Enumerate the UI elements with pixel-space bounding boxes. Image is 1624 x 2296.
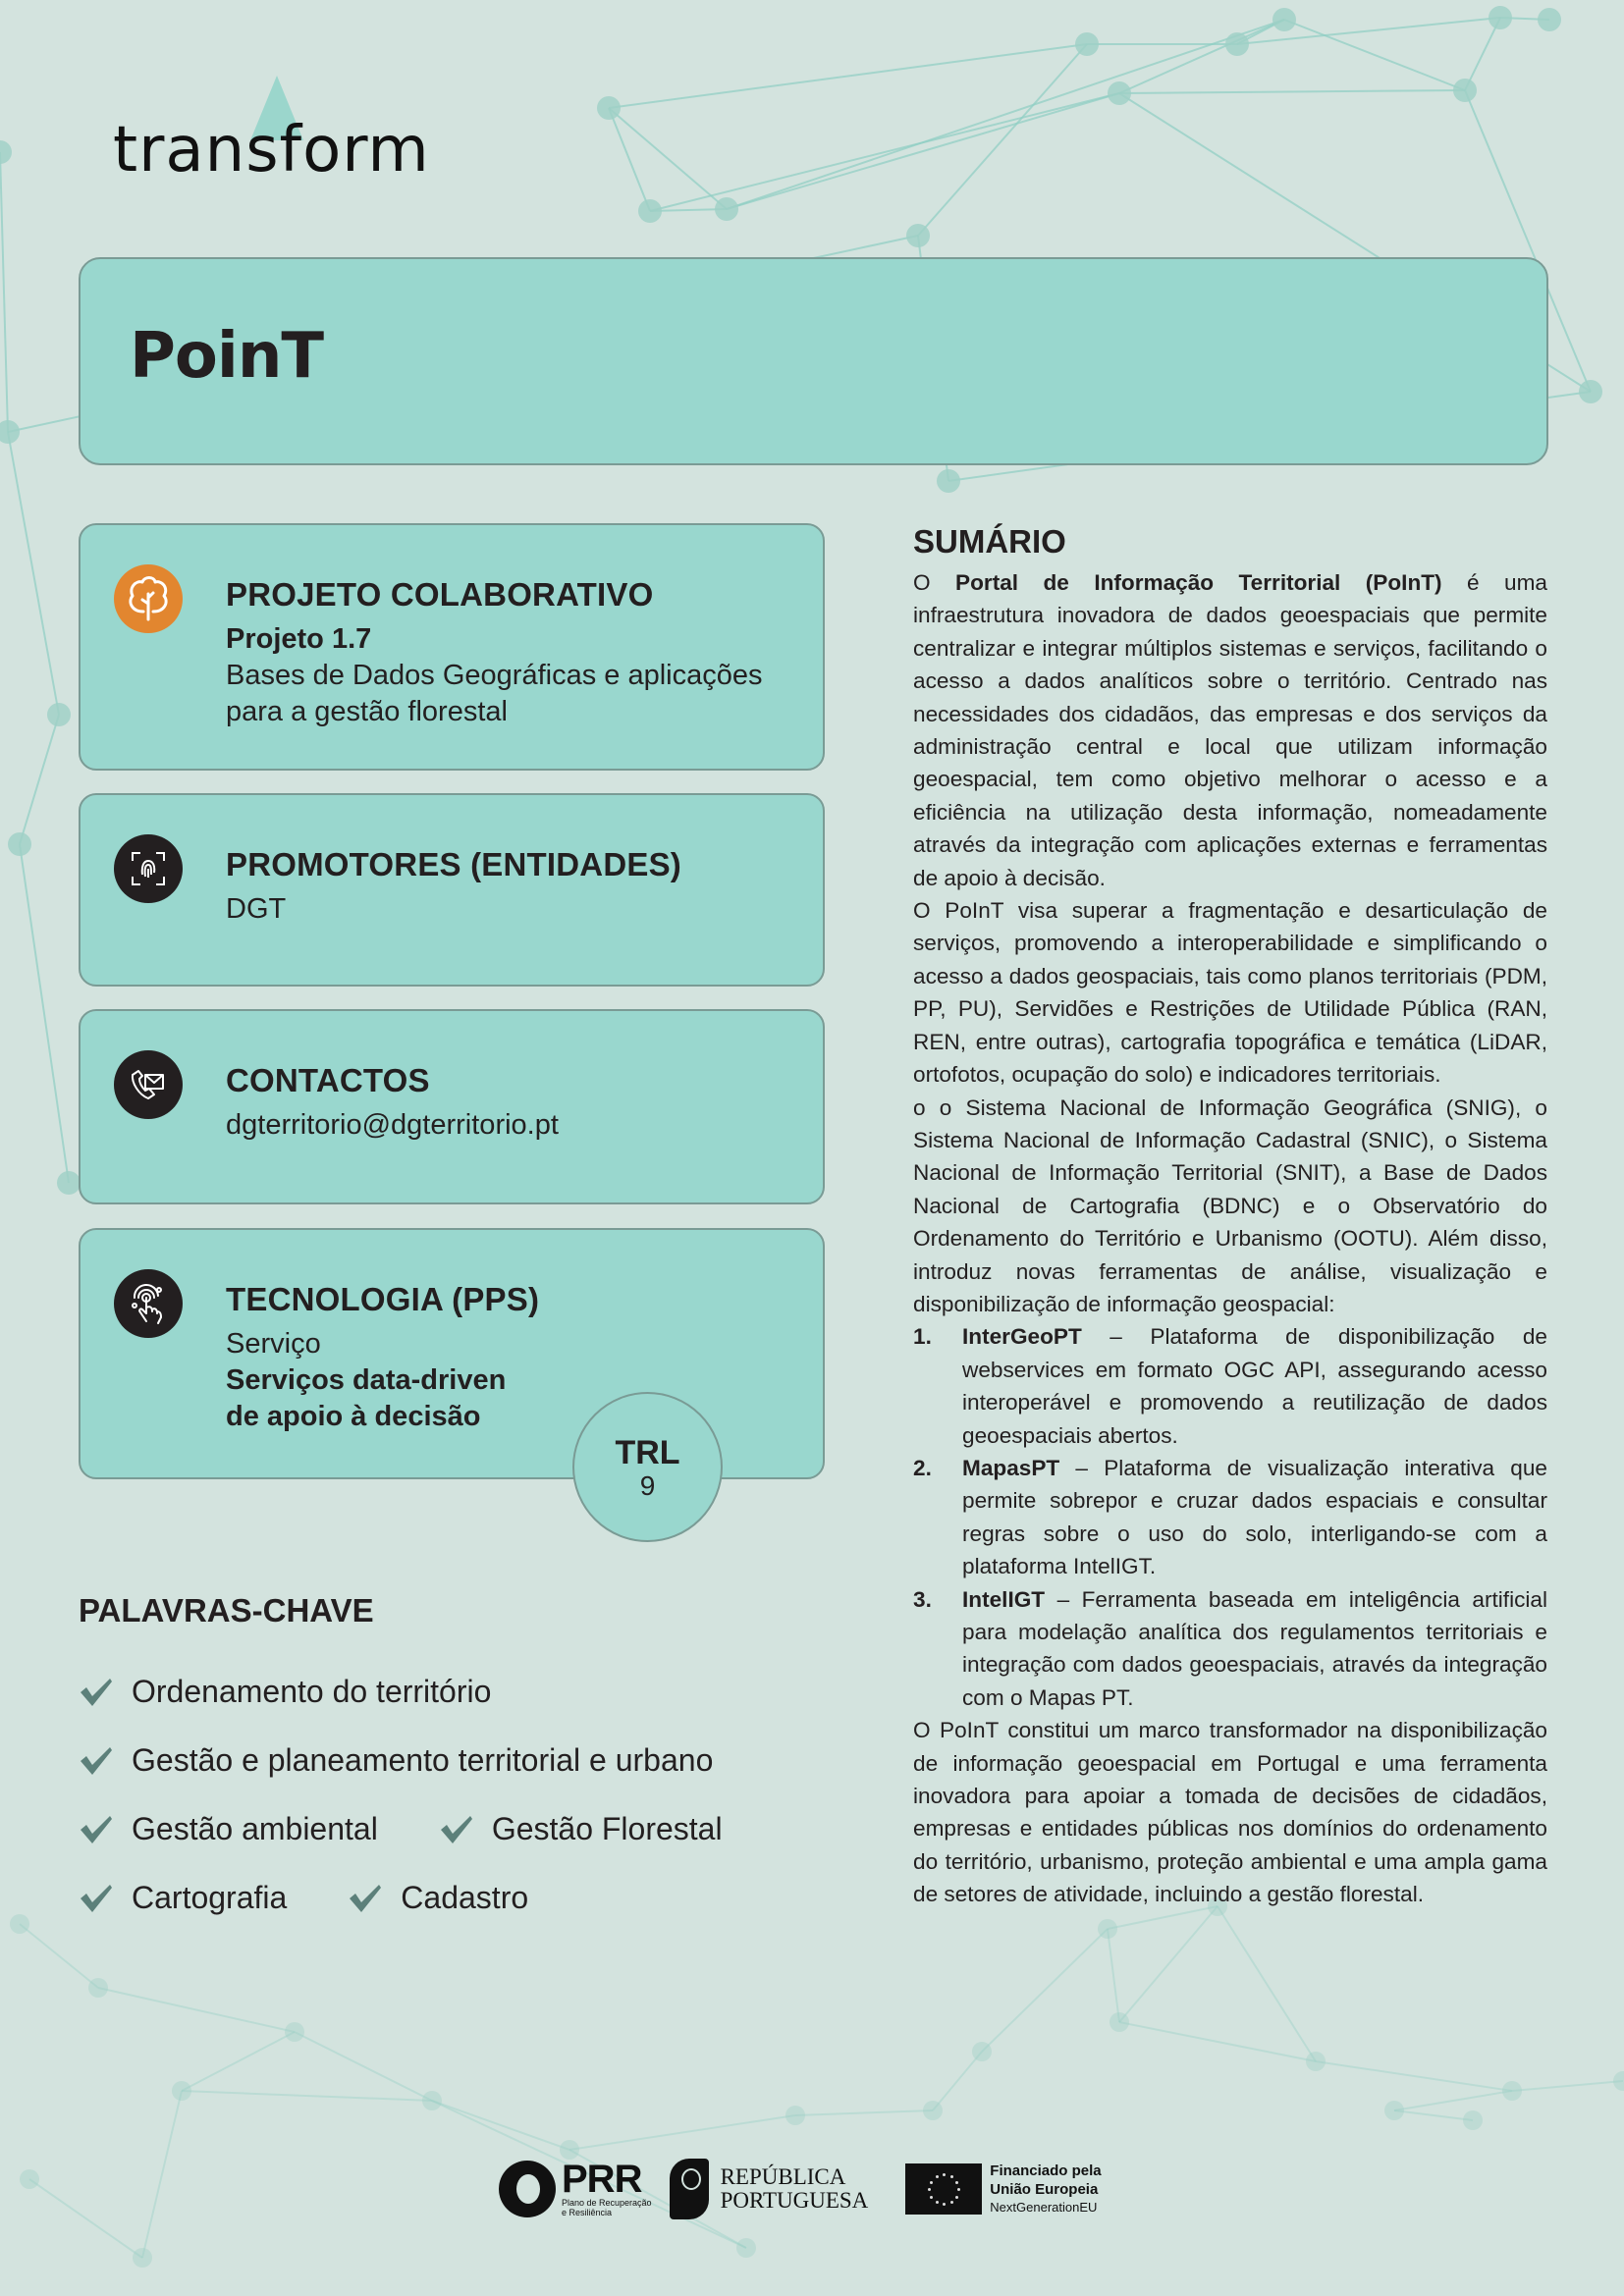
tree-icon: [114, 564, 183, 633]
tool-item: [913, 1320, 1547, 1452]
network-node: [1538, 8, 1561, 31]
eu-star-icon: [936, 2175, 939, 2178]
network-node: [0, 140, 12, 164]
technology-type: Serviço: [226, 1328, 321, 1360]
tool-name: InterGeoPT: [962, 1324, 1082, 1350]
network-edge: [20, 715, 59, 844]
eu-line: Financiado pela: [990, 2163, 1102, 2179]
eu-line: NextGenerationEU: [990, 2200, 1098, 2215]
prr-emblem-icon: [499, 2161, 556, 2217]
card-contactos: [79, 1009, 825, 1204]
eu-star-icon: [930, 2196, 933, 2199]
network-edge: [8, 432, 59, 715]
network-node: [1098, 1919, 1117, 1939]
prr-title: PRR: [562, 2158, 642, 2201]
network-node: [1306, 2052, 1326, 2071]
eu-star-icon: [957, 2188, 960, 2191]
fingerprint-scan-icon: [114, 834, 183, 903]
network-edge: [432, 2101, 569, 2150]
check-icon: [439, 1812, 474, 1845]
list-number: 1.: [913, 1324, 932, 1350]
keyword-item: [439, 1811, 723, 1847]
network-edge: [1394, 2091, 1512, 2110]
summary-paragraph: O PoInT constitui um marco transformador na disponibilização de informação geoespacial em Portugal e uma ferramenta inovadora para apoiar a tomada de decisões de cidadãos, empresas e entidades públicas nos domínios do ordenamento do território, urbanismo, proteção ambiental e uma ampla gama de setores de atividade, incluindo a gestão florestal.: [913, 1718, 1547, 1907]
tool-name: MapasPT: [962, 1455, 1060, 1480]
network-node: [1489, 6, 1512, 29]
network-node: [8, 832, 31, 856]
network-edge: [1512, 2081, 1623, 2091]
network-node: [88, 1978, 108, 1998]
trl-value: 9: [639, 1470, 656, 1501]
page-title: PoinT: [130, 320, 324, 393]
network-node: [785, 2106, 805, 2125]
keyword-label: Gestão e planeamento territorial e urbano: [132, 1741, 714, 1778]
keyword-row: [79, 1726, 785, 1794]
network-node: [57, 1171, 81, 1195]
eu-funding-logo: [905, 2162, 1101, 2216]
network-edge: [295, 2032, 432, 2101]
eu-line: União Europeia: [990, 2181, 1099, 2198]
eu-star-icon: [936, 2201, 939, 2204]
network-edge: [933, 2052, 982, 2110]
network-node: [10, 1914, 29, 1934]
rp-line: PORTUGUESA: [720, 2188, 869, 2213]
eu-flag-icon: [905, 2163, 982, 2215]
network-edge: [1465, 18, 1500, 90]
network-node: [172, 2081, 191, 2101]
eu-star-icon: [950, 2175, 953, 2178]
network-node: [1075, 32, 1099, 56]
tool-description: – Plataforma de disponibilização de webservices em formato OGC API, assegurando acesso interoperável e promovendo a reutilização de dados geoespaciais abertos.: [962, 1324, 1547, 1448]
network-node: [1108, 81, 1131, 105]
network-edge: [1316, 2061, 1512, 2091]
network-edge: [1119, 2022, 1316, 2061]
prr-subtitle: Plano de Recuperação: [562, 2198, 652, 2208]
network-node: [597, 96, 621, 120]
title-panel: [79, 257, 1548, 465]
portugal-coat-of-arms-icon: [670, 2159, 709, 2219]
network-node: [972, 2042, 992, 2061]
keywords-section: [79, 1592, 785, 1932]
network-node: [1453, 79, 1477, 102]
tool-description: – Plataforma de visualização interativa que permite sobrepor e cruzar dados espaciais e consultar regras sobre o uso do solo, interligando-se com a plataforma IntelIGT.: [962, 1455, 1547, 1579]
keyword-row: [79, 1863, 785, 1932]
card-promotores: [79, 793, 825, 987]
check-icon: [79, 1743, 114, 1777]
network-node: [638, 199, 662, 223]
eu-star-icon: [943, 2173, 946, 2176]
network-edge: [142, 2091, 182, 2258]
network-edge: [0, 152, 8, 432]
prr-subtitle: e Resiliência: [562, 2208, 613, 2217]
project-description-line: para a gestão florestal: [226, 696, 508, 727]
list-number: 2.: [913, 1455, 932, 1480]
keyword-item: [79, 1811, 378, 1847]
check-icon: [79, 1881, 114, 1914]
eu-star-icon: [928, 2188, 931, 2191]
technology-description-line: Serviços data-driven: [226, 1364, 507, 1396]
portal-name: Portal de Informação Territorial (PoInT): [955, 570, 1442, 595]
list-number: 3.: [913, 1586, 932, 1612]
check-icon: [79, 1812, 114, 1845]
network-node: [1613, 2071, 1624, 2091]
network-edge: [569, 2115, 795, 2150]
keyword-label: Gestão Florestal: [491, 1810, 723, 1846]
keyword-item: [79, 1674, 491, 1710]
eu-star-icon: [943, 2203, 946, 2206]
network-node: [422, 2091, 442, 2110]
network-node: [1579, 380, 1602, 403]
network-node: [715, 197, 738, 221]
keyword-row: [79, 1657, 785, 1726]
project-number: Projeto 1.7: [226, 623, 372, 655]
tool-description: – Ferramenta baseada em inteligência artificial para modelação analítica dos regulamentos territoriais e integração com dados geoespaciais, através da integração com o Mapas PT.: [962, 1586, 1547, 1710]
network-node: [736, 2238, 756, 2258]
network-node: [133, 2248, 152, 2268]
phone-mail-icon: [114, 1050, 183, 1119]
check-icon: [348, 1881, 383, 1914]
network-node: [285, 2022, 304, 2042]
card-heading: TECNOLOGIA (PPS): [226, 1281, 540, 1317]
summary-paragraph: O PoInT visa superar a fragmentação e desarticulação de serviços, promovendo a interoperabilidade e simplificando o acesso a dados geospaciais, tais como planos territoriais (PDM, PP, PU), Servidões e Restrições de Utilidade Pública (RAN, REN, entre outras), cartografia topográfica e temática (LiDAR, ortofotos, ocupação do solo) e indicadores territoriais.: [913, 898, 1547, 1088]
eu-star-icon: [955, 2196, 958, 2199]
network-edge: [1394, 2110, 1473, 2120]
keyword-label: Gestão ambiental: [132, 1810, 378, 1846]
text-run: é uma infraestrutura inovadora de dados geoespaciais que permite centralizar e integrar múltiplos sistemas e serviços, facilitando o acesso a dados analíticos sobre o território. Centrado nas necessidades dos cidadãos, das empresas e dos serviços da administração central e local que utilizam informação geoespacial, tem como objetivo melhorar o acesso e a eficiência na utilização desta informação, nomeadamente através da integração com aplicações externas e ferramentas de apoio à decisão.: [913, 570, 1548, 890]
tool-item: [913, 1583, 1547, 1715]
eu-star-icon: [930, 2181, 933, 2184]
network-edge: [98, 1988, 295, 2032]
network-node: [1502, 2081, 1522, 2101]
network-edge: [609, 108, 727, 209]
network-edge: [1119, 90, 1465, 93]
network-edge: [727, 93, 1119, 209]
keyword-item: [348, 1880, 528, 1916]
network-node: [1384, 2101, 1404, 2120]
network-edge: [1119, 20, 1284, 93]
network-edge: [650, 93, 1119, 211]
text-run: O: [913, 570, 956, 595]
network-node: [906, 224, 930, 247]
network-edge: [29, 2179, 142, 2258]
contact-email-link[interactable]: dgterritorio@dgterritorio.pt: [226, 1109, 559, 1141]
network-edge: [1218, 1906, 1316, 2061]
keyword-label: Cadastro: [401, 1879, 529, 1915]
keywords-heading: PALAVRAS-CHAVE: [79, 1592, 374, 1629]
tool-name: IntelIGT: [962, 1586, 1046, 1612]
network-node: [20, 2169, 39, 2189]
trl-badge: [572, 1392, 723, 1542]
network-node: [1463, 2110, 1483, 2130]
logo-text: transform: [113, 114, 430, 187]
technology-description-line: de apoio à decisão: [226, 1401, 481, 1432]
eu-star-icon: [955, 2181, 958, 2184]
network-node: [1110, 2012, 1129, 2032]
network-edge: [918, 44, 1087, 236]
network-node: [0, 420, 20, 444]
network-edge: [982, 1929, 1108, 2052]
tools-list: [913, 1320, 1547, 1714]
keyword-label: Cartografia: [132, 1879, 288, 1915]
network-node: [937, 469, 960, 493]
trl-label: TRL: [615, 1434, 680, 1471]
network-edge: [20, 844, 69, 1183]
network-edge: [182, 2091, 432, 2101]
card-projeto-colaborativo: [79, 523, 825, 771]
card-heading: CONTACTOS: [226, 1062, 430, 1098]
touch-tech-icon: [114, 1269, 183, 1338]
funding-logos: [499, 2150, 1137, 2228]
summary-heading: SUMÁRIO: [913, 523, 1066, 560]
network-edge: [727, 20, 1284, 209]
network-edge: [1108, 1929, 1119, 2022]
rp-line: REPÚBLICA: [720, 2164, 846, 2189]
promoter-entity: DGT: [226, 893, 287, 925]
keyword-item: [79, 1742, 713, 1779]
eu-star-icon: [950, 2201, 953, 2204]
republica-portuguesa-logo: [670, 2159, 869, 2219]
network-edge: [20, 1924, 98, 1988]
network-node: [1272, 8, 1296, 31]
tool-item: [913, 1452, 1547, 1583]
network-edge: [795, 2110, 933, 2115]
prr-logo: [499, 2158, 652, 2217]
network-edge: [609, 108, 650, 211]
keyword-item: [79, 1880, 287, 1916]
transform-logo: [113, 74, 430, 191]
card-heading: PROMOTORES (ENTIDADES): [226, 846, 681, 882]
card-heading: PROJETO COLABORATIVO: [226, 576, 654, 613]
network-node: [1225, 32, 1249, 56]
check-icon: [79, 1675, 114, 1708]
network-node: [47, 703, 71, 726]
network-edge: [182, 2032, 295, 2091]
summary-section: [913, 523, 1547, 1911]
keyword-label: Ordenamento do território: [132, 1673, 492, 1709]
summary-paragraph: o o Sistema Nacional de Informação Geográfica (SNIG), o Sistema Nacional de Informação Cadastral (SNIC), o Sistema Nacional de Informação Territorial (SNIT), a Base de Dados Nacional de Cartografia (BDNC) e o Observatório do Ordenamento do Território e Urbanismo (OOTU). Além disso, introduz novas ferramentas de análise, visualização e disponibilização de informação geospacial:: [913, 1095, 1547, 1316]
network-edge: [609, 44, 1087, 108]
keyword-row: [79, 1794, 785, 1863]
summary-paragraph: [913, 566, 1547, 894]
network-node: [923, 2101, 943, 2120]
project-description-line: Bases de Dados Geográficas e aplicações: [226, 660, 763, 691]
